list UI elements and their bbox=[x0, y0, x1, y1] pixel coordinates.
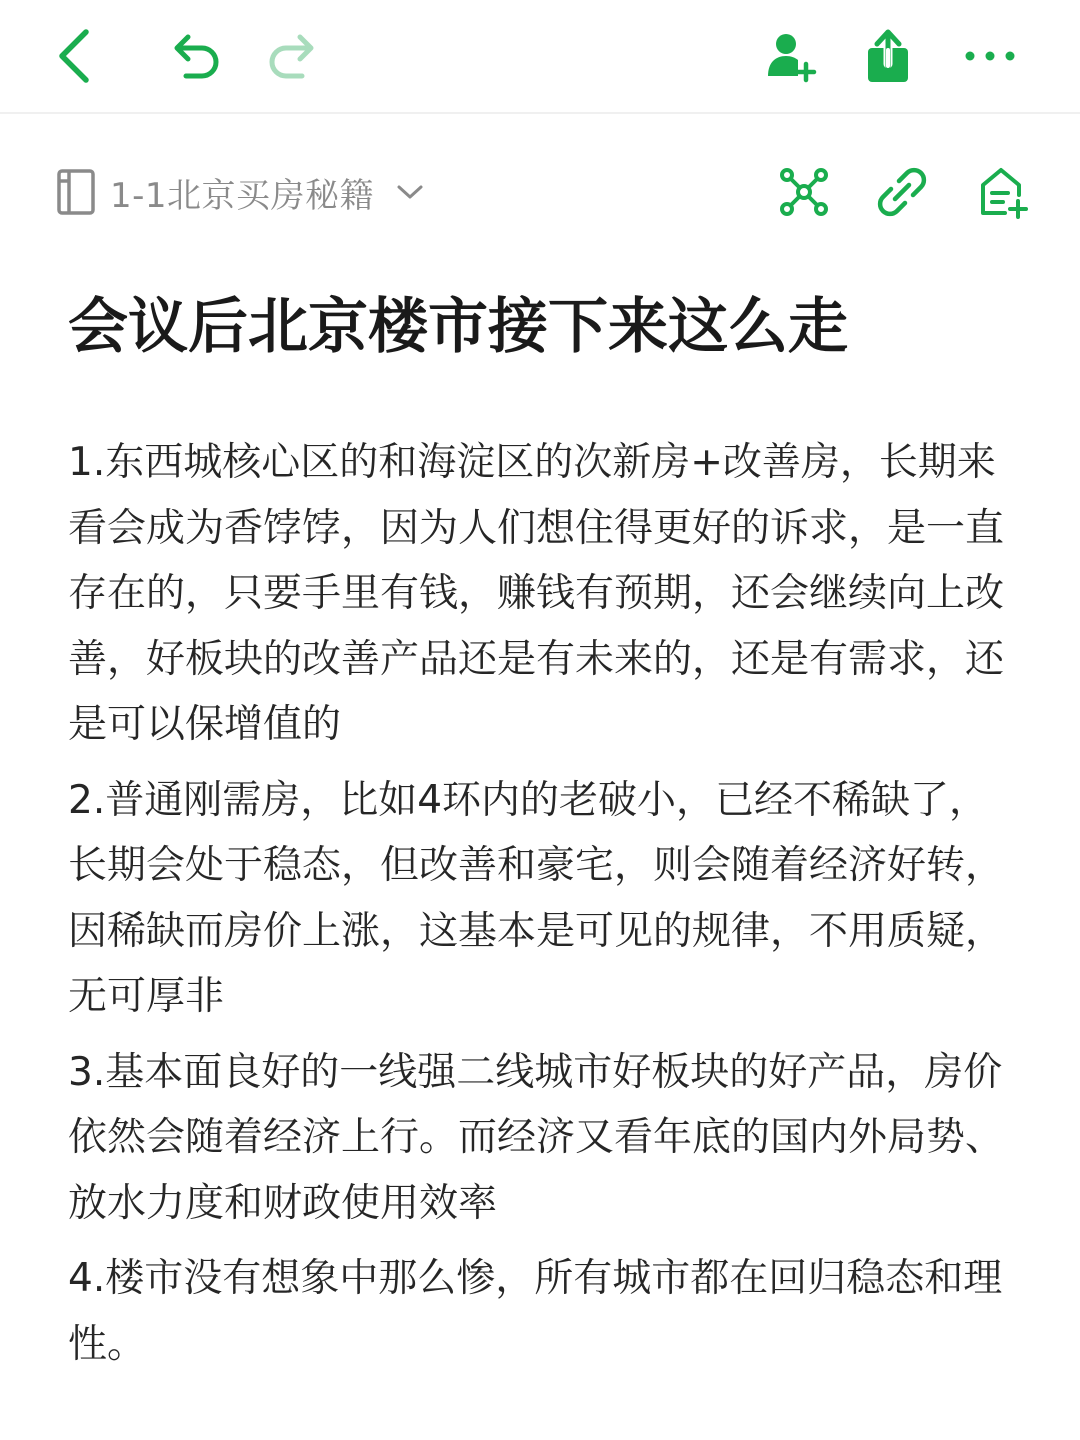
paragraph-2: 2.普通刚需房，比如4环内的老破小，已经不稀缺了，长期会处于稳态，但改善和豪宅，则会随着经济好转，因稀缺而房价上涨，这基本是可见的规律，不用质疑，无可厚非 bbox=[68, 777, 1005, 1019]
paragraph-4: 4.楼市没有想象中那么惨，所有城市都在回归稳态和理性。 bbox=[68, 1256, 1003, 1367]
add-collaborator-button[interactable] bbox=[754, 20, 826, 92]
top-toolbar bbox=[0, 0, 1080, 114]
upload-icon bbox=[858, 26, 918, 86]
export-button[interactable] bbox=[852, 20, 924, 92]
add-note-button[interactable] bbox=[972, 162, 1032, 222]
redo-icon bbox=[264, 26, 324, 86]
more-button[interactable] bbox=[954, 20, 1026, 92]
mindmap-icon bbox=[779, 167, 829, 217]
add-user-icon bbox=[760, 26, 820, 86]
notebook-selector[interactable] bbox=[56, 160, 424, 224]
chevron-left-icon bbox=[44, 26, 104, 86]
paragraph-1: 1.东西城核心区的和海淀区的次新房+改善房，长期来看会成为香饽饽，因为人们想住得更好的诉求，是一直存在的，只要手里有钱，赚钱有预期，还会继续向上改善，好板块的改善产品还是有未来的，还是有需求，还是可以保增值的 bbox=[68, 440, 1005, 747]
note-body[interactable] bbox=[68, 430, 1008, 1387]
paragraph-3: 3.基本面良好的一线强二线城市好板块的好产品，房价依然会随着经济上行。而经济又看年底的国内外局势、放水力度和财政使用效率 bbox=[68, 1049, 1005, 1226]
notebook-icon bbox=[56, 168, 96, 216]
add-note-icon bbox=[975, 165, 1029, 219]
link-button[interactable] bbox=[872, 162, 932, 222]
chevron-down-icon bbox=[396, 182, 424, 202]
undo-button[interactable] bbox=[158, 20, 230, 92]
undo-icon bbox=[164, 26, 224, 86]
notebook-name: 1-1北京买房秘籍 bbox=[110, 175, 375, 216]
redo-button[interactable] bbox=[258, 20, 330, 92]
note-title[interactable]: 会议后北京楼市接下来这么走 bbox=[68, 292, 848, 362]
back-button[interactable] bbox=[38, 20, 110, 92]
mindmap-button[interactable] bbox=[774, 162, 834, 222]
more-icon bbox=[958, 26, 1022, 86]
link-icon bbox=[877, 167, 927, 217]
